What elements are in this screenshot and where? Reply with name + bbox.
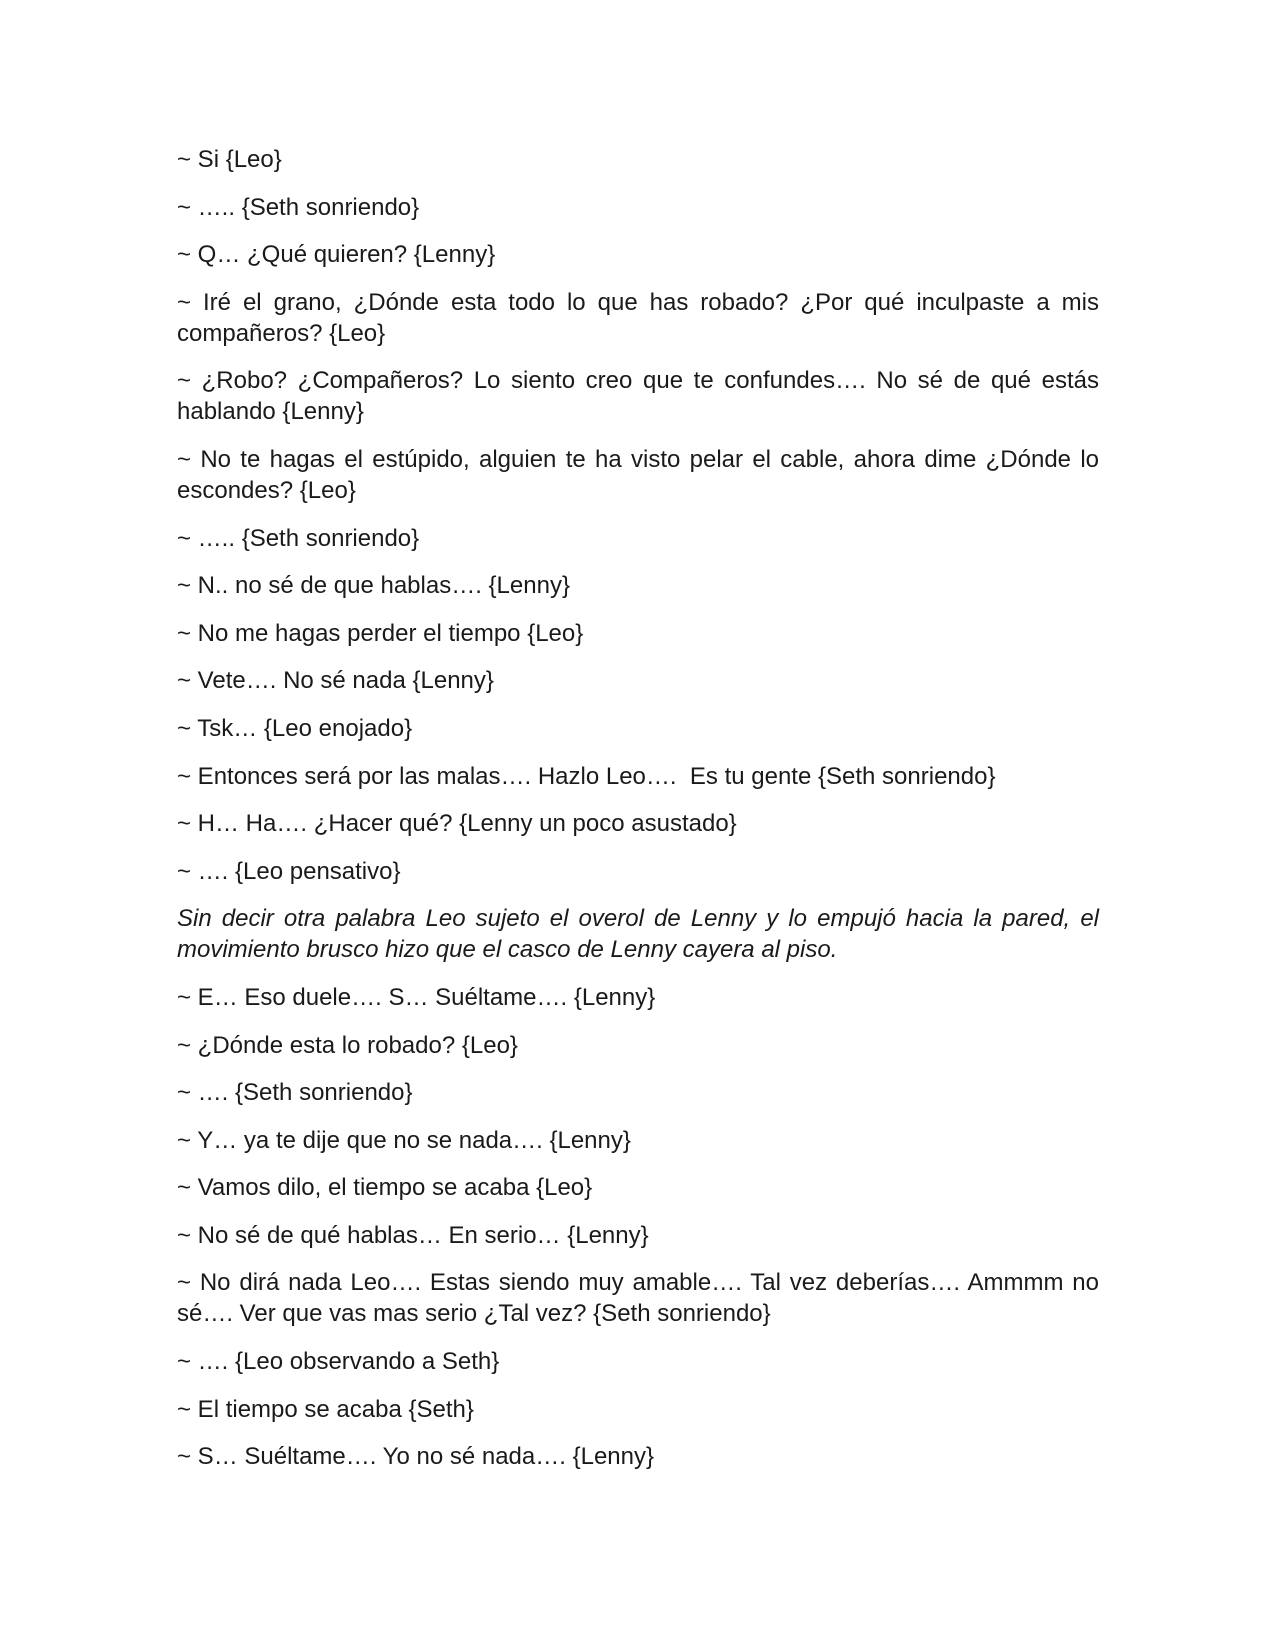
dialogue-line: ~ No me hagas perder el tiempo {Leo}	[177, 619, 584, 647]
dialogue-line: ~ ….. {Seth sonriendo}	[177, 524, 420, 552]
dialogue-line: ~ ….. {Seth sonriendo}	[177, 193, 420, 221]
dialogue-line: ~ Iré el grano, ¿Dónde esta todo lo que has robado? ¿Por qué inculpaste a mis compañeros? {Leo}	[177, 288, 1106, 347]
dialogue-line: ~ Vamos dilo, el tiempo se acaba {Leo}	[177, 1174, 593, 1202]
dialogue-line: ~ Y… ya te dije que no se nada…. {Lenny}	[177, 1126, 631, 1154]
dialogue-line: ~ Q… ¿Qué quieren? {Lenny}	[177, 241, 496, 269]
dialogue-line: ~ E… Eso duele…. S… Suéltame…. {Lenny}	[177, 983, 656, 1011]
dialogue-line: ~ No te hagas el estúpido, alguien te ha visto pelar el cable, ahora dime ¿Dónde lo escondes? {Leo}	[177, 445, 1106, 504]
dialogue-line: ~ ¿Robo? ¿Compañeros? Lo siento creo que te confundes…. No sé de qué estás hablando {Lenny}	[177, 367, 1106, 426]
dialogue-line: ~ Entonces será por las malas…. Hazlo Leo…. Es tu gente {Seth sonriendo}	[177, 762, 996, 790]
dialogue-line: ~ El tiempo se acaba {Seth}	[177, 1395, 474, 1423]
narration-paragraph: Sin decir otra palabra Leo sujeto el overol de Lenny y lo empujó hacia la pared, el movimiento brusco hizo que el casco de Lenny cayera al piso.	[177, 905, 1106, 964]
dialogue-line: ~ Si {Leo}	[177, 146, 282, 173]
dialogue-line: ~ No sé de qué hablas… En serio… {Lenny}	[177, 1221, 649, 1249]
dialogue-line: ~ Tsk… {Leo enojado}	[177, 714, 413, 742]
dialogue-line: ~ Vete…. No sé nada {Lenny}	[177, 667, 494, 695]
dialogue-line: ~ …. {Leo pensativo}	[177, 857, 401, 885]
dialogue-line: ~ S… Suéltame…. Yo no sé nada…. {Lenny}	[177, 1443, 654, 1471]
dialogue-line: ~ H… Ha…. ¿Hacer qué? {Lenny un poco asustado}	[177, 810, 737, 838]
dialogue-line: ~ N.. no sé de que hablas…. {Lenny}	[177, 572, 570, 600]
dialogue-line: ~ …. {Leo observando a Seth}	[177, 1348, 500, 1376]
document-body	[177, 144, 1106, 1489]
dialogue-line: ~ ¿Dónde esta lo robado? {Leo}	[177, 1031, 518, 1059]
dialogue-line: ~ No dirá nada Leo…. Estas siendo muy amable…. Tal vez deberías…. Ammmm no sé…. Ver que vas mas serio ¿Tal vez? {Seth sonriendo}	[177, 1269, 1106, 1328]
dialogue-line: ~ …. {Seth sonriendo}	[177, 1079, 413, 1107]
